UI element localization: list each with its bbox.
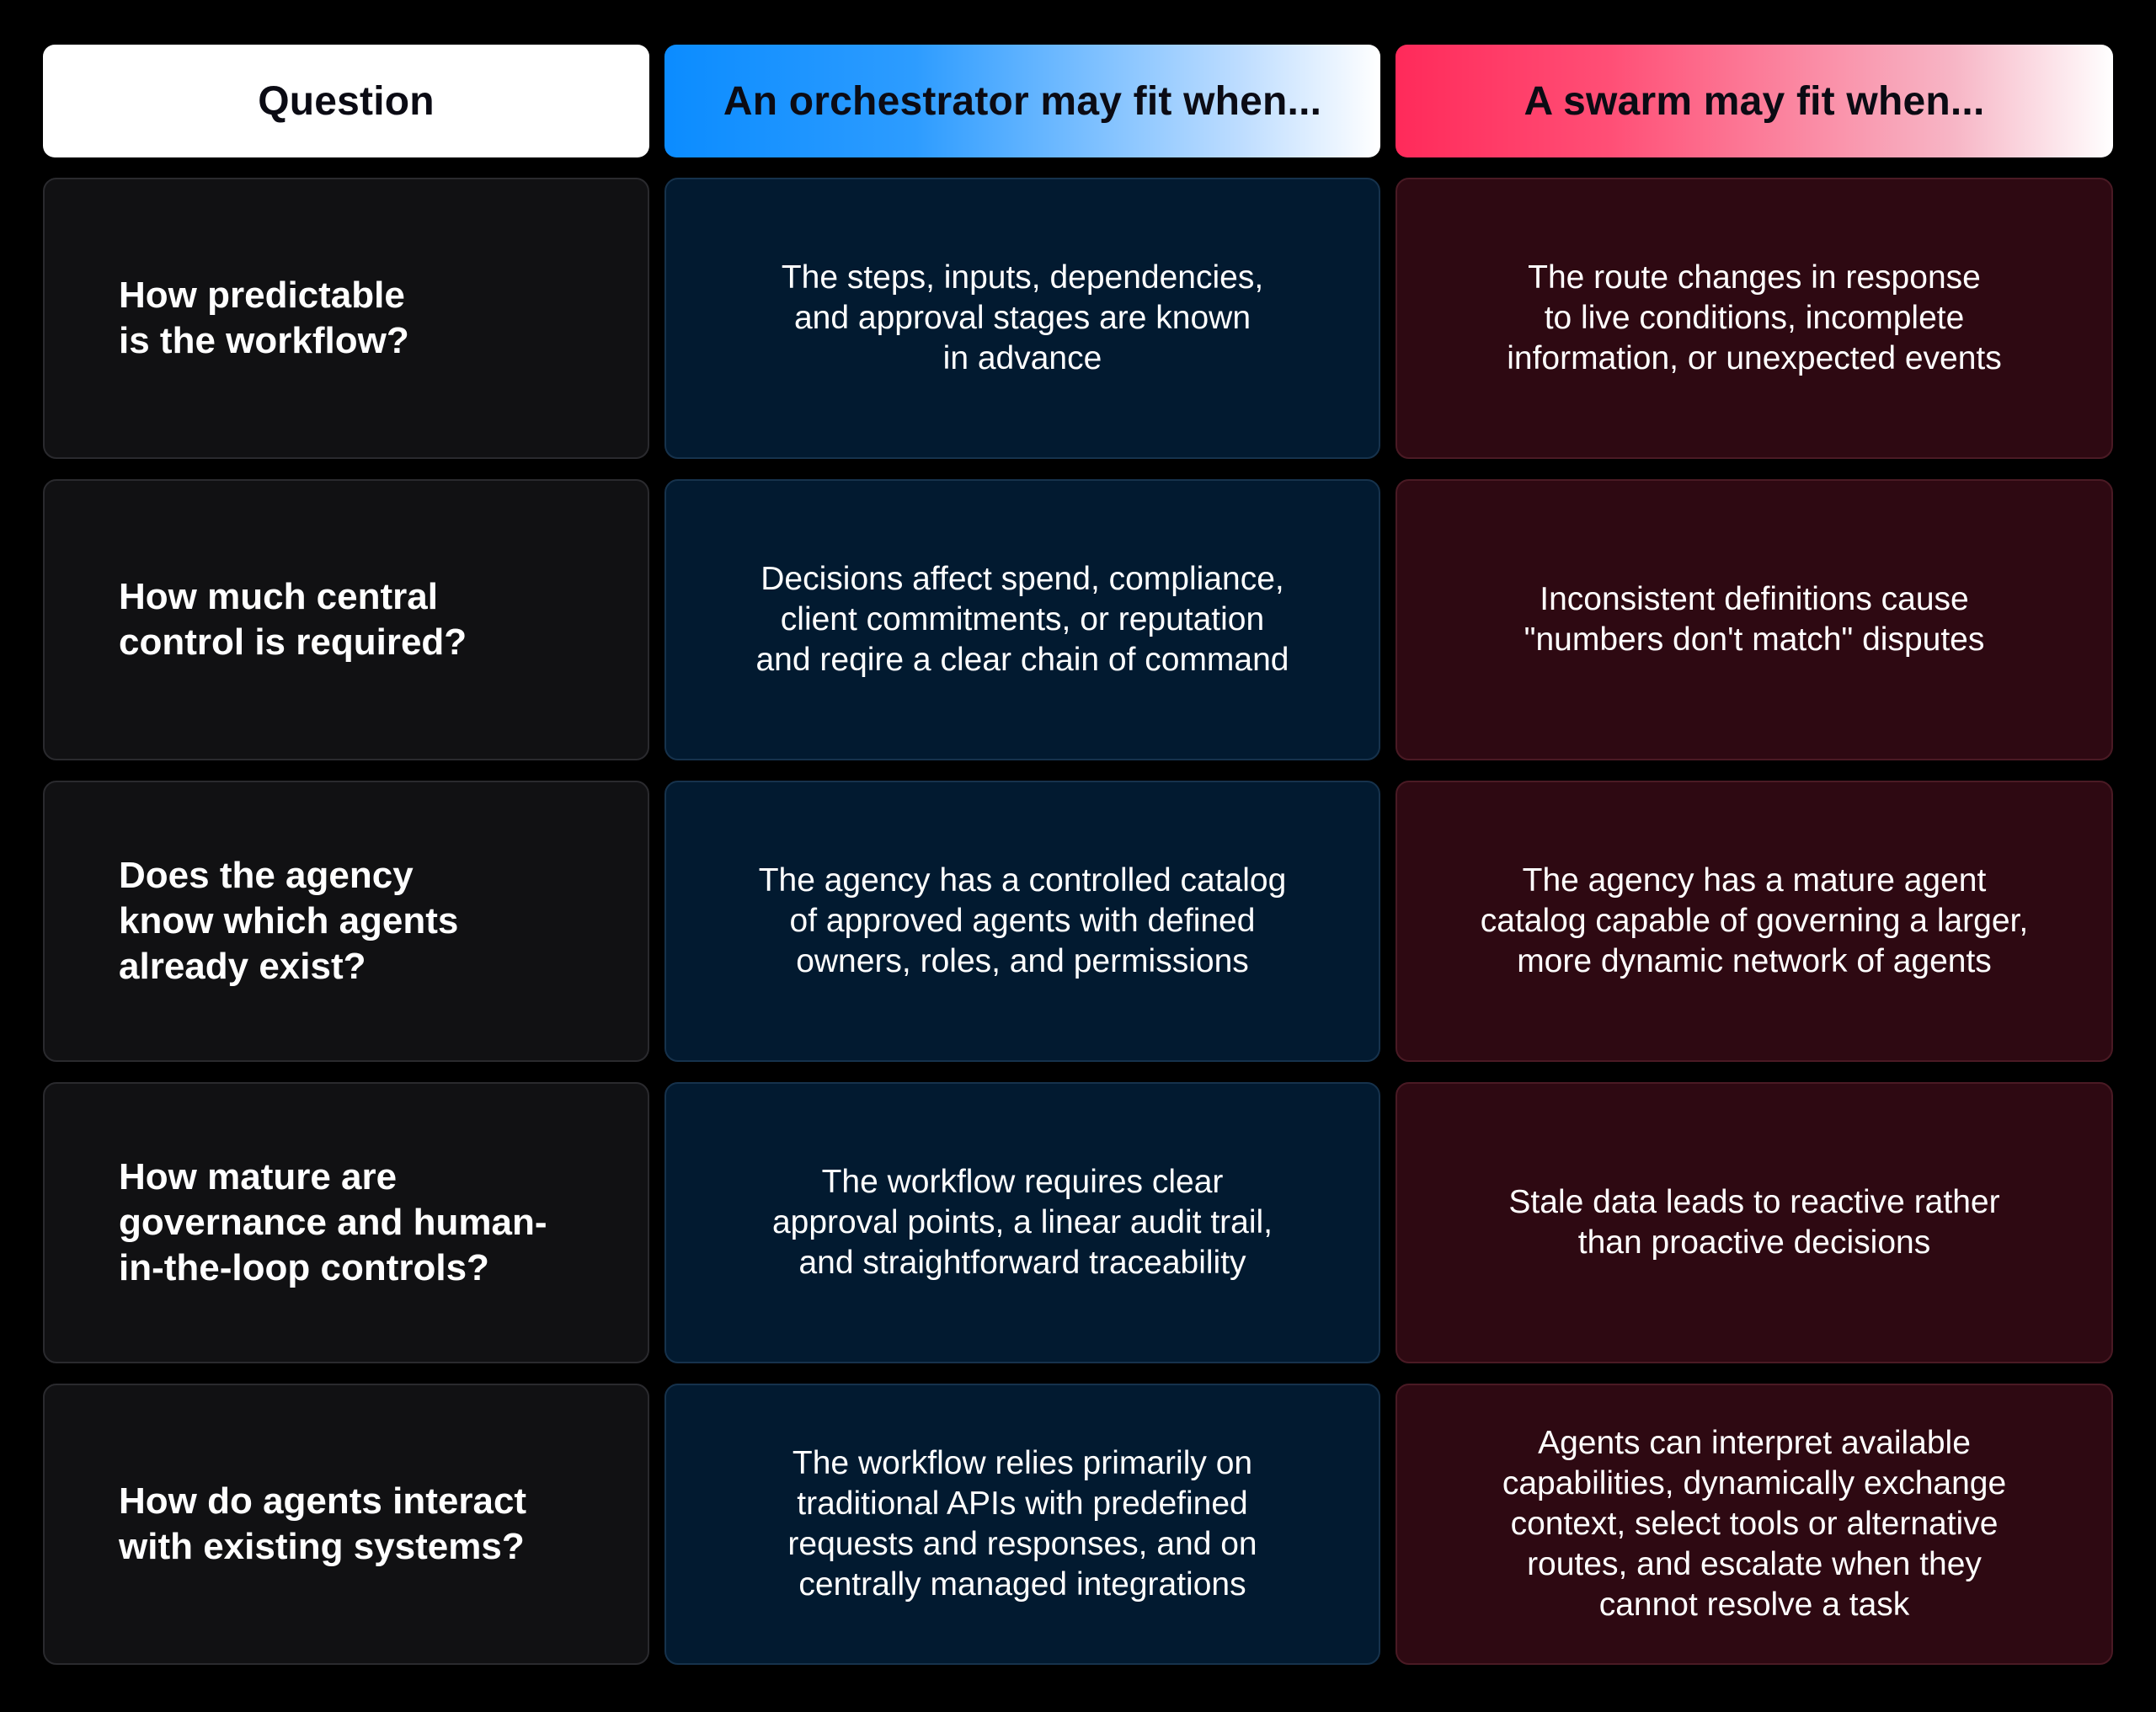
comparison-table bbox=[43, 45, 2113, 1667]
question-cell bbox=[43, 479, 649, 760]
swarm-cell bbox=[1396, 1082, 2113, 1363]
header-question-label: Question bbox=[258, 78, 435, 124]
header-swarm bbox=[1396, 45, 2113, 157]
swarm-cell bbox=[1396, 178, 2113, 459]
question-cell bbox=[43, 178, 649, 459]
orchestrator-text: The agency has a controlled catalog of approved agents with defined owners, roles, and permissions bbox=[758, 862, 1287, 979]
swarm-text: Agents can interpret available capabilities, dynamically exchange context, select tools or alternative routes, and escalate when they cannot resolve a task bbox=[1502, 1425, 2007, 1623]
question-cell bbox=[43, 1082, 649, 1363]
question-text: How mature are governance and human- in-the-loop controls? bbox=[119, 1156, 547, 1288]
question-text: Does the agency know which agents already exist? bbox=[119, 855, 459, 987]
swarm-cell bbox=[1396, 1384, 2113, 1665]
header-swarm-label: A swarm may fit when... bbox=[1524, 78, 1985, 124]
orchestrator-cell bbox=[664, 1082, 1380, 1363]
swarm-text: Stale data leads to reactive rather than proactive decisions bbox=[1508, 1184, 2000, 1261]
orchestrator-text: The workflow requires clear approval points, a linear audit trail, and straightforward traceability bbox=[771, 1164, 1273, 1281]
swarm-cell bbox=[1396, 479, 2113, 760]
header-orchestrator bbox=[664, 45, 1380, 157]
swarm-text: The route changes in response to live conditions, incomplete information, or unexpected events bbox=[1507, 259, 2002, 376]
orchestrator-text: The workflow relies primarily on traditional APIs with predefined requests and responses, and on centrally managed integrations bbox=[787, 1445, 1257, 1603]
question-text: How much central control is required? bbox=[119, 576, 467, 663]
header-orchestrator-label: An orchestrator may fit when... bbox=[723, 78, 1322, 124]
swarm-text: Inconsistent definitions cause "numbers don't match" disputes bbox=[1524, 581, 1985, 658]
orchestrator-cell bbox=[664, 781, 1380, 1062]
question-cell bbox=[43, 1384, 649, 1665]
orchestrator-cell bbox=[664, 178, 1380, 459]
question-text: How do agents interact with existing systems? bbox=[119, 1480, 527, 1567]
orchestrator-cell bbox=[664, 1384, 1380, 1665]
swarm-cell bbox=[1396, 781, 2113, 1062]
swarm-text: The agency has a mature agent catalog capable of governing a larger, more dynamic network of agents bbox=[1480, 862, 2029, 979]
orchestrator-cell bbox=[664, 479, 1380, 760]
orchestrator-text: Decisions affect spend, compliance, client commitments, or reputation and reqire a clear chain of command bbox=[755, 561, 1289, 678]
question-cell bbox=[43, 781, 649, 1062]
header-question bbox=[43, 45, 649, 157]
question-text: How predictable is the workflow? bbox=[119, 275, 409, 361]
orchestrator-text: The steps, inputs, dependencies, and approval stages are known in advance bbox=[781, 259, 1264, 376]
